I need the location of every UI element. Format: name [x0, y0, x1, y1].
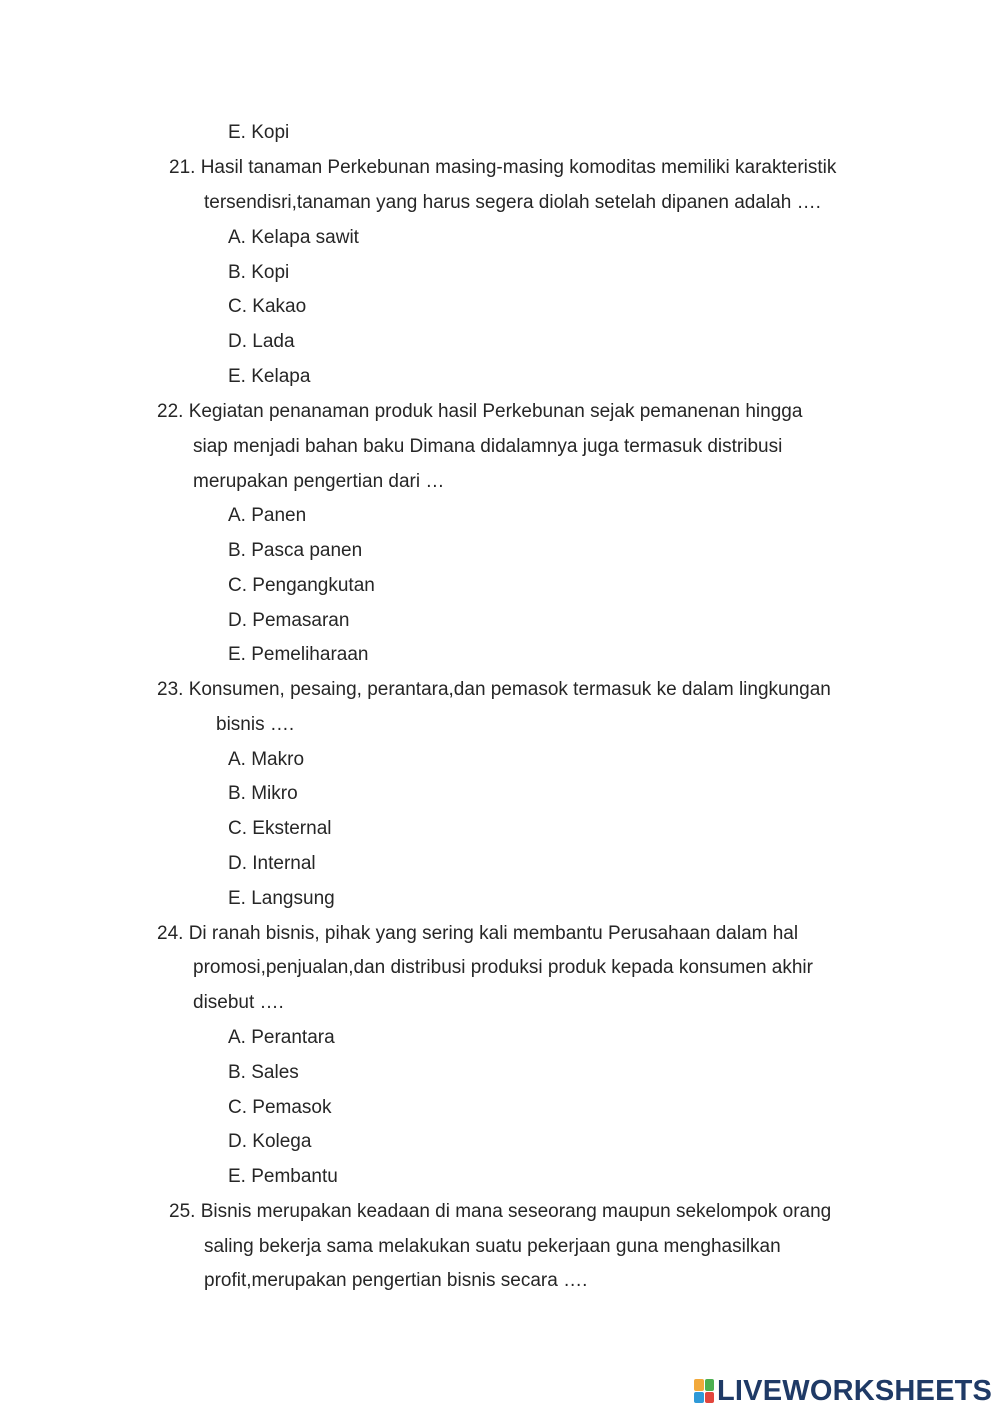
question-24-text: 24. Di ranah bisnis, pihak yang sering kali membantu Perusahaan dalam hal	[157, 923, 799, 944]
option-22-d: D. Pemasaran	[228, 610, 350, 631]
question-22-text-cont: siap menjadi bahan baku Dimana didalamnya juga termasuk distribusi	[193, 436, 783, 457]
option-22-a: A. Panen	[228, 505, 307, 526]
option-23-e: E. Langsung	[228, 888, 335, 909]
option-21-d: D. Lada	[228, 331, 295, 352]
mark-tile-1	[694, 1379, 704, 1391]
mark-tile-4	[705, 1392, 715, 1404]
question-22-text-cont2: merupakan pengertian dari …	[193, 471, 445, 492]
option-23-d: D. Internal	[228, 853, 316, 874]
option-20-e: E. Kopi	[228, 122, 290, 143]
question-24-text-cont2: disebut ….	[193, 992, 284, 1013]
liveworksheets-logo[interactable]	[694, 1374, 992, 1408]
question-24-text-cont: promosi,penjualan,dan distribusi produksi produk kepada konsumen akhir	[193, 957, 813, 978]
option-21-b: B. Kopi	[228, 262, 290, 283]
option-24-d: D. Kolega	[228, 1131, 312, 1152]
mark-tile-2	[705, 1379, 715, 1391]
question-23-text: 23. Konsumen, pesaing, perantara,dan pemasok termasuk ke dalam lingkungan	[157, 679, 831, 700]
option-22-c: C. Pengangkutan	[228, 575, 375, 596]
option-24-a: A. Perantara	[228, 1027, 335, 1048]
question-25-text-cont: saling bekerja sama melakukan suatu pekerjaan guna menghasilkan	[204, 1236, 781, 1257]
option-24-b: B. Sales	[228, 1062, 299, 1083]
option-23-c: C. Eksternal	[228, 818, 332, 839]
option-21-a: A. Kelapa sawit	[228, 227, 359, 248]
option-23-b: B. Mikro	[228, 783, 298, 804]
option-23-a: A. Makro	[228, 749, 305, 770]
option-22-e: E. Pemeliharaan	[228, 644, 369, 665]
question-25-text: 25. Bisnis merupakan keadaan di mana seseorang maupun sekelompok orang	[169, 1201, 832, 1222]
option-21-c: C. Kakao	[228, 296, 307, 317]
option-24-e: E. Pembantu	[228, 1166, 338, 1187]
option-22-b: B. Pasca panen	[228, 540, 363, 561]
option-24-c: C. Pemasok	[228, 1097, 332, 1118]
option-21-e: E. Kelapa	[228, 366, 311, 387]
question-21-text-cont: tersendisri,tanaman yang harus segera diolah setelah dipanen adalah ….	[204, 192, 821, 213]
mark-tile-3	[694, 1392, 704, 1404]
liveworksheets-mark-icon	[694, 1379, 714, 1403]
logo-text: LIVEWORKSHEETS	[717, 1374, 993, 1407]
question-23-text-cont: bisnis ….	[216, 714, 295, 735]
question-22-text: 22. Kegiatan penanaman produk hasil Perkebunan sejak pemanenan hingga	[157, 401, 803, 422]
question-25-text-cont2: profit,merupakan pengertian bisnis secara ….	[204, 1270, 588, 1291]
question-21-text: 21. Hasil tanaman Perkebunan masing-masing komoditas memiliki karakteristik	[169, 157, 837, 178]
